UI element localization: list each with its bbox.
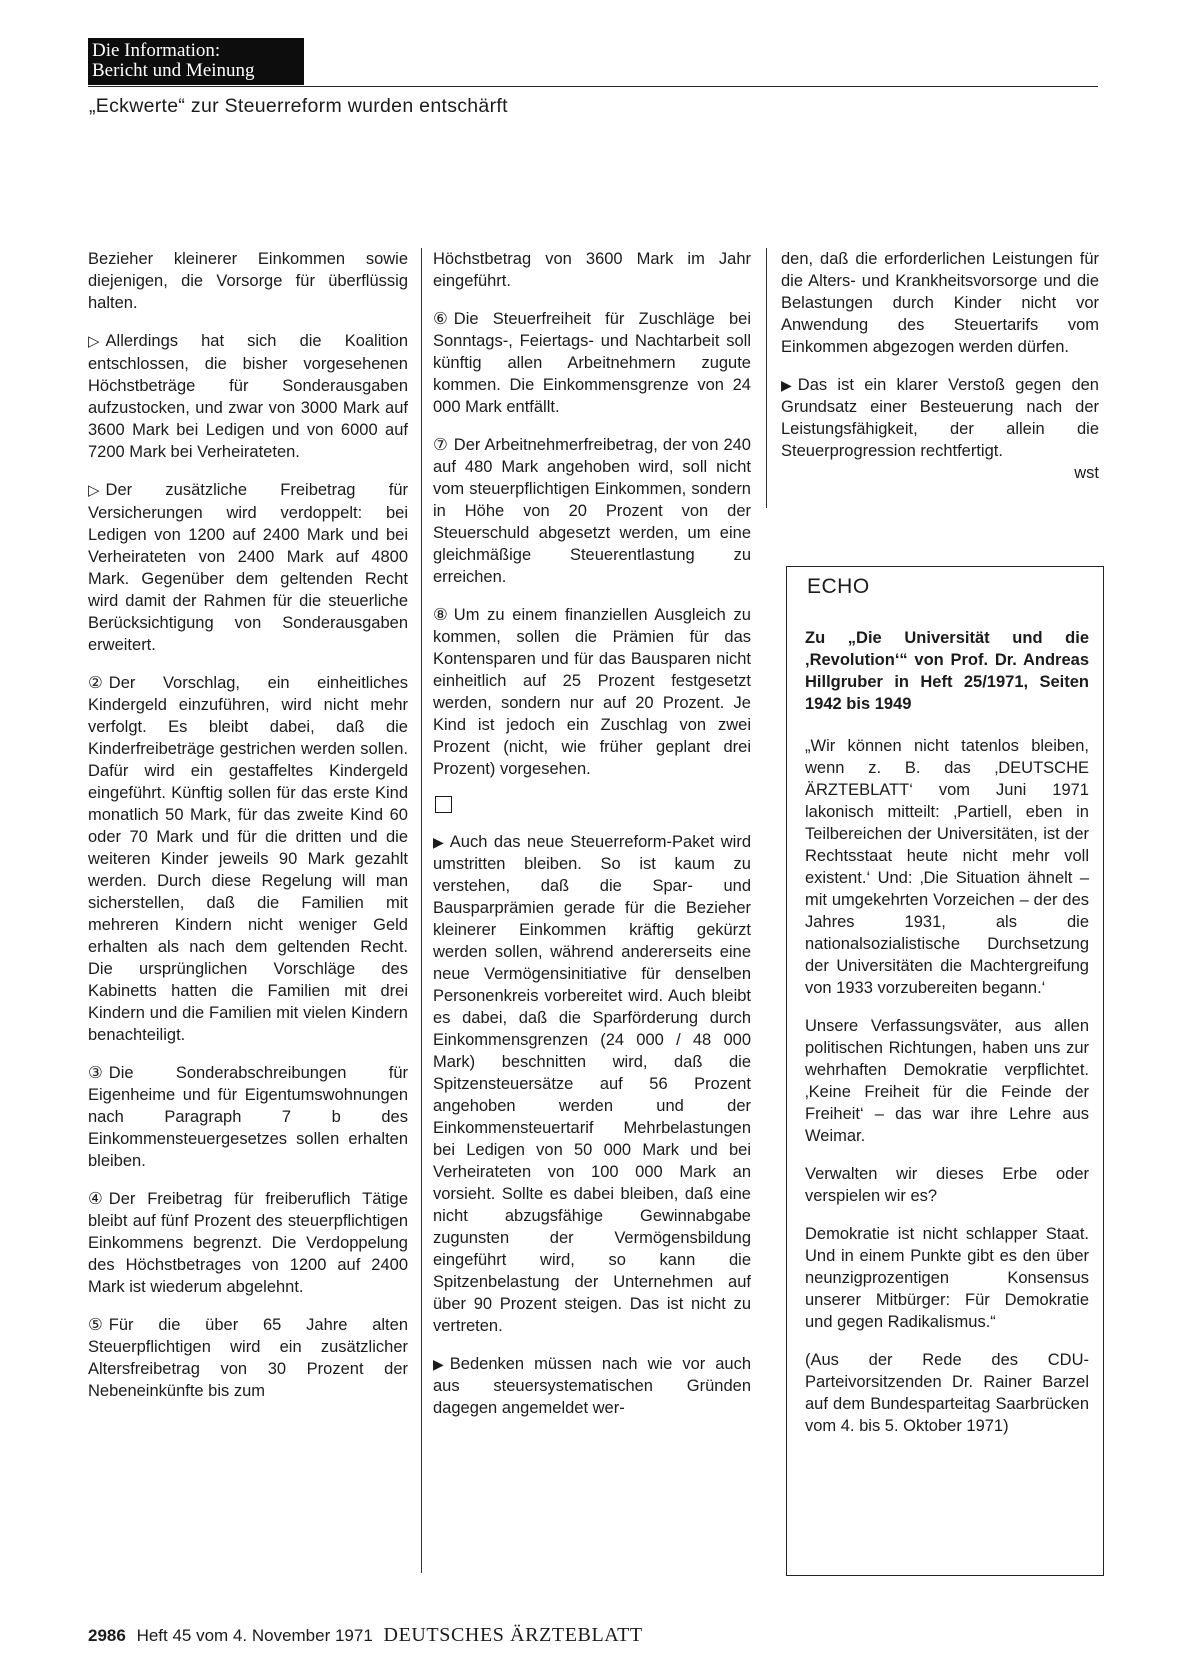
paragraph [433, 831, 751, 1337]
page-footer [88, 1624, 643, 1647]
issue-info: Heft 45 vom 4. November 1971 [136, 1626, 373, 1645]
echo-box [786, 566, 1104, 1576]
number-marker: ④ [88, 1190, 103, 1208]
paragraph [433, 1353, 751, 1419]
paragraph [88, 1314, 408, 1402]
paragraph: Höchstbetrag von 3600 Mark im Jahr eingeführt. [433, 250, 751, 290]
solid-triangle-icon: ▶ [781, 377, 792, 393]
paragraph [88, 1062, 408, 1172]
paragraph-text: Auch das neue Steuerreform-Paket wird umstritten bleiben. So ist kaum zu verstehen, daß die Spar- und Bausparprämien gerade für die Bezieher kleinerer Einkommen kräftig gekürzt werden sollen, während andererseits eine neue Vermögensinitiative für denselben Personenkreis vorbereitet wird. Auch bleibt es dabei, daß die Sparförderung durch Einkommensgrenzen (24 000 / 48 000 Mark) beschnitten wird, daß die Spitzensteuersätze auf 56 Prozent angehoben werden und der Einkommensteuertarif Mehrbelastungen bei Ledigen von 50 000 Mark und bei Verheirateten von 100 000 Mark an vorsieht. Sollte es dabei bleiben, daß eine nicht abzugsfähige Gewinnabgabe zugunsten der Vermögensbildung eingeführt wird, so kann die Spitzenbelastung der Unternehmen auf über 90 Prozent steigen. Das ist nicht zu vertreten. [433, 833, 751, 1335]
outline-triangle-icon: ▷ [88, 333, 100, 350]
paragraph [88, 1188, 408, 1298]
column-divider [766, 248, 767, 508]
paragraph [781, 374, 1099, 462]
column-1 [88, 248, 408, 1418]
paragraph-text: Für die über 65 Jahre alten Steuerpflichtigen wird ein zusätzlicher Altersfreibetrag von 30 Prozent der Nebeneinkünfte bis zum [88, 1316, 408, 1400]
paragraph-text: Um zu einem finanziellen Ausgleich zu kommen, sollen die Prämien für das Kontensparen und für das Bausparen nicht einheitlich auf 25 Prozent festgesetzt werden, sondern nur auf 20 Prozent. Je Kind ist jedoch ein Zuschlag von zwei Prozent (nicht, wie früher geplant drei Prozent) vorgesehen. [433, 606, 751, 778]
number-marker: ⑤ [88, 1316, 103, 1334]
column-divider [421, 248, 422, 1573]
paragraph: Bezieher kleinerer Einkommen sowie diejenigen, die Vorsorge für überflüssig halten. [88, 250, 408, 312]
echo-subtitle: Zu „Die Universität und die ‚Revolution‘“ von Prof. Dr. Andreas Hillgruber in Heft 25/1971, Seiten 1942 bis 1949 [805, 629, 1089, 713]
echo-paragraph: Demokratie ist nicht schlapper Staat. Und in einem Punkte gibt es den über neunzigprozentigen Konsensus unserer Mitbürger: Für Demokratie und gegen Radikalismus.“ [805, 1225, 1089, 1331]
column-3 [781, 248, 1099, 484]
paragraph [88, 672, 408, 1046]
paragraph [88, 330, 408, 463]
paragraph [88, 479, 408, 656]
paragraph-text: Der Vorschlag, ein einheitliches Kindergeld einzuführen, wird nicht mehr verfolgt. Es bleibt dabei, daß die Kinderfreibeträge gestrichen werden sollen. Dafür wird ein gestaffeltes Kindergeld eingeführt. Künftig sollen für das erste Kind monatlich 50 Mark, für das zweite Kind 60 oder 70 Mark und für die dritten und die weiteren Kinder jeweils 90 Mark gezahlt werden. Durch diese Regelung will man sicherstellen, daß die Familien mit mehreren Kindern nicht weniger Geld erhalten als nach dem geltenden Recht. Die ursprünglichen Vorschläge des Kabinetts hatten die Familien mit drei Kindern und die Familien mit vielen Kindern benachteiligt. [88, 674, 408, 1044]
echo-paragraph: „Wir können nicht tatenlos bleiben, wenn z. B. das ‚DEUTSCHE ÄRZTEBLATT‘ vom Juni 1971 lakonisch mitteilt: ‚Partiell, eben in Teilbereichen der Universitäten, ist der Rechtsstaat heute nicht mehr voll existent.‘ Und: ‚Die Situation ähnelt – mit umgekehrten Vorzeichen – der des Jahres 1931, als die nationalsozialistische Durchsetzung der Universitäten die Machtergreifung von 1933 vorzubereiten begann.‘ [805, 737, 1089, 997]
paragraph [433, 434, 751, 588]
echo-title: ECHO [807, 575, 870, 598]
number-marker: ⑦ [433, 436, 448, 454]
masthead: DEUTSCHES ÄRZTEBLATT [383, 1624, 643, 1646]
square-box-icon [435, 796, 452, 813]
page-number: 2986 [88, 1626, 126, 1645]
author-signature: wst [1074, 464, 1099, 482]
paragraph-text: Allerdings hat sich die Koalition entschlossen, die bisher vorgesehenen Höchstbeträge für Sonderausgaben aufzustocken, und zwar von 3000 Mark auf 3600 Mark bei Ledigen und von 6000 auf 7200 Mark bei Verheirateten. [88, 332, 408, 461]
paragraph-text: Die Sonderabschreibungen für Eigenheime und für Eigentumswohnungen nach Paragraph 7 b des Einkommensteuergesetzes sollen erhalten bleiben. [88, 1064, 408, 1170]
section-label [88, 38, 304, 85]
paragraph-text: Der Arbeitnehmerfreibetrag, der von 240 auf 480 Mark angehoben wird, soll nicht vom steuerpflichtigen Einkommen, sondern in Höhe von 20 Prozent von der Steuerschuld abgesetzt werden, um eine gleichmäßige Steuerentlastung zu erreichen. [433, 436, 751, 586]
column-2 [433, 248, 751, 1435]
header-rule [88, 86, 1098, 87]
solid-triangle-icon: ▶ [433, 834, 444, 850]
echo-paragraph: (Aus der Rede des CDU-Parteivorsitzenden Dr. Rainer Barzel auf dem Bundesparteitag Saarbrücken vom 4. bis 5. Oktober 1971) [805, 1351, 1089, 1435]
section-label-line1: Die Information: [92, 40, 221, 61]
number-marker: ② [88, 674, 103, 692]
number-marker: ③ [88, 1064, 103, 1082]
outline-triangle-icon: ▷ [88, 482, 100, 499]
paragraph [433, 308, 751, 418]
signature-row [781, 462, 1099, 484]
paragraph-text: Bedenken müssen nach wie vor auch aus steuersystematischen Gründen dagegen angemeldet wer- [433, 1355, 751, 1417]
solid-triangle-icon: ▶ [433, 1356, 444, 1372]
paragraph-text: Der zusätzliche Freibetrag für Versicherungen wird verdoppelt: bei Ledigen von 1200 auf 2400 Mark und bei Verheirateten von 2400 Mark auf 4800 Mark. Gegenüber dem geltenden Recht wird damit der Rahmen für die steuerliche Berücksichtigung von Sonderausgaben erweitert. [88, 481, 408, 654]
echo-paragraph: Unsere Verfassungsväter, aus allen politischen Richtungen, haben uns zur wehrhaften Demokratie verpflichtet. ‚Keine Freiheit für die Feinde der Freiheit‘ – das war ihre Lehre aus Weimar. [805, 1017, 1089, 1145]
section-label-line2: Bericht und Meinung [92, 60, 255, 81]
number-marker: ⑥ [433, 310, 448, 328]
echo-paragraph: Verwalten wir dieses Erbe oder verspielen wir es? [805, 1165, 1089, 1205]
paragraph-text: Die Steuerfreiheit für Zuschläge bei Sonntags-, Feiertags- und Nachtarbeit soll künftig allen Arbeitnehmern zugute kommen. Die Einkommensgrenze von 24 000 Mark entfällt. [433, 310, 751, 416]
number-marker: ⑧ [433, 606, 448, 624]
headline: „Eckwerte“ zur Steuerreform wurden entschärft [89, 95, 508, 117]
paragraph [433, 604, 751, 780]
paragraph-text: Der Freibetrag für freiberuflich Tätige bleibt auf fünf Prozent des steuerpflichtigen Einkommens begrenzt. Die Verdoppelung des Höchstbetrages von 1200 auf 2400 Mark ist wiederum abgelehnt. [88, 1190, 408, 1296]
paragraph-text: Das ist ein klarer Verstoß gegen den Grundsatz einer Besteuerung nach der Leistungsfähigkeit, der allein die Steuerprogression rechtfertigt. [781, 376, 1099, 460]
paragraph: den, daß die erforderlichen Leistungen für die Alters- und Krankheitsvorsorge und die Belastungen durch Kinder nicht vor Anwendung des Steuertarifs vom Einkommen abgezogen werden dürfen. [781, 250, 1099, 356]
